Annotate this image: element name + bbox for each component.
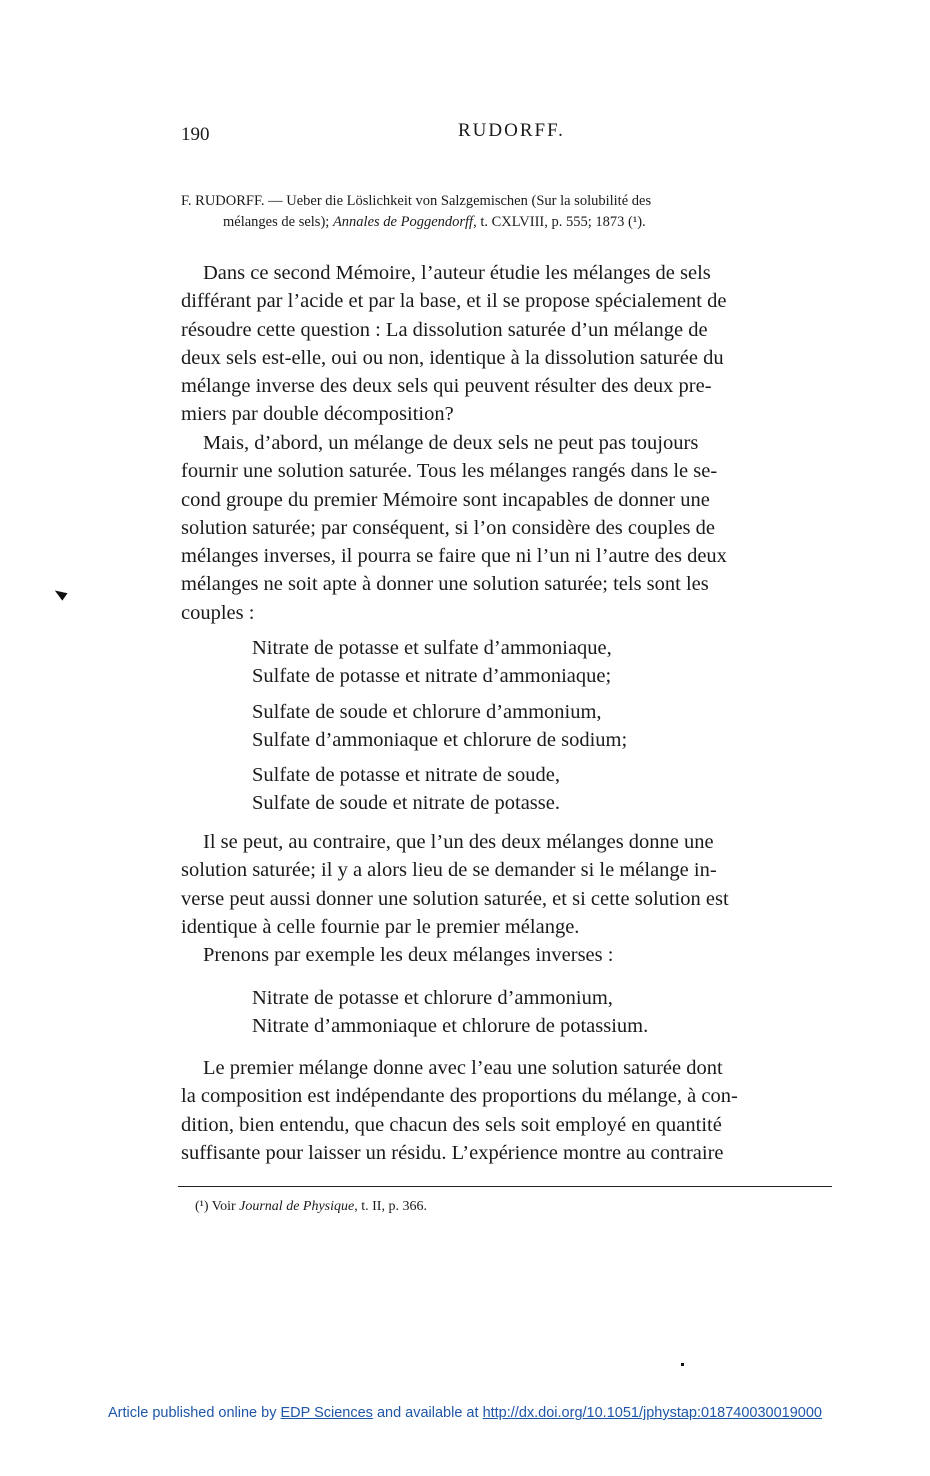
- paragraph-line: cond groupe du premier Mémoire sont incapables de donner une: [181, 488, 710, 511]
- paragraph-line: résoudre cette question : La dissolution saturée d’un mélange de: [181, 318, 708, 341]
- paragraph-line: fournir une solution saturée. Tous les mélanges rangés dans le se-: [181, 460, 718, 483]
- list-item: Nitrate de potasse et sulfate d’ammoniaque,: [252, 637, 612, 659]
- list-item: Sulfate d’ammoniaque et chlorure de sodium;: [252, 729, 628, 752]
- paragraph-line: suffisante pour laisser un résidu. L’expérience montre au contraire: [181, 1141, 724, 1164]
- list-item: Nitrate d’ammoniaque et chlorure de potassium.: [252, 1015, 649, 1038]
- bibliographic-reference: [181, 191, 841, 233]
- reference-details: , t. CXLVIII, p. 555; 1873 (¹).: [473, 214, 646, 230]
- reference-title-cont: mélanges de sels);: [223, 214, 333, 230]
- paragraph-line: la composition est indépendante des proportions du mélange, à con-: [181, 1085, 738, 1108]
- paragraph-5: [181, 1054, 839, 1167]
- paragraph-4: [181, 941, 839, 969]
- paragraph-line: couples :: [181, 601, 255, 624]
- reference-author: F. RUDORFF. —: [181, 193, 287, 209]
- running-head: RUDORFF.: [458, 120, 565, 141]
- salt-pairs-list-1: [252, 634, 612, 691]
- footnote-journal: Journal de Physique: [239, 1199, 355, 1214]
- paragraph-line: identique à celle fournie par le premier mélange.: [181, 915, 580, 938]
- paragraph-line: Prenons par exemple les deux mélanges inverses :: [203, 944, 614, 966]
- paragraph-3: [181, 828, 839, 941]
- footer-middle: and available at: [372, 1405, 483, 1421]
- paragraph-line: mélanges inverses, il pourra se faire que ni l’un ni l’autre des deux: [181, 545, 727, 568]
- paragraph-line: Il se peut, au contraire, que l’un des deux mélanges donne une: [203, 831, 714, 853]
- paragraph-line: verse peut aussi donner une solution saturée, et si cette solution est: [181, 887, 729, 910]
- paragraph-line: solution saturée; par conséquent, si l’on considère des couples de: [181, 516, 715, 539]
- footnote-details: , t. II, p. 366.: [354, 1199, 427, 1214]
- inverse-mixtures-list: [252, 984, 648, 1041]
- footer-prefix: Article published online by: [108, 1405, 281, 1421]
- paragraph-line: miers par double décomposition?: [181, 403, 454, 426]
- list-item: Sulfate de potasse et nitrate de soude,: [252, 764, 560, 786]
- paragraph-line: deux sels est-elle, oui ou non, identique à la dissolution saturée du: [181, 346, 724, 369]
- paragraph-2: [181, 429, 839, 627]
- footnote-marker: (¹) Voir: [195, 1199, 240, 1214]
- page-number: 190: [181, 124, 210, 145]
- salt-pairs-list-3: [252, 761, 560, 818]
- salt-pairs-list-2: [252, 698, 627, 755]
- reference-journal: Annales de Poggendorff: [332, 214, 474, 230]
- paragraph-line: mélanges ne soit apte à donner une solution saturée; tels sont les: [181, 573, 709, 596]
- paragraph-line: différant par l’acide et par la base, et il se propose spécialement de: [181, 290, 727, 313]
- stray-dot: [681, 1363, 684, 1366]
- paragraph-line: solution saturée; il y a alors lieu de se demander si le mélange in-: [181, 859, 717, 882]
- list-item: Sulfate de soude et nitrate de potasse.: [252, 792, 560, 815]
- paragraph-1: [181, 259, 839, 429]
- paragraph-line: Mais, d’abord, un mélange de deux sels ne peut pas toujours: [203, 432, 699, 454]
- paragraph-line: Dans ce second Mémoire, l’auteur étudie les mélanges de sels: [203, 262, 711, 284]
- list-item: Nitrate de potasse et chlorure d’ammonium,: [252, 987, 613, 1009]
- margin-arrow-icon: [53, 586, 68, 600]
- paragraph-line: dition, bien entendu, que chacun des sels soit employé en quantité: [181, 1113, 722, 1136]
- publication-footer: [0, 1405, 930, 1421]
- list-item: Sulfate de potasse et nitrate d’ammoniaque;: [252, 665, 612, 688]
- paragraph-line: Le premier mélange donne avec l’eau une solution saturée dont: [203, 1057, 723, 1079]
- doi-link[interactable]: http://dx.doi.org/10.1051/jphystap:018740030019000: [482, 1405, 822, 1421]
- footnote-divider: [178, 1186, 832, 1187]
- reference-title: Ueber die Löslichkeit von Salzgemischen (Sur la solubilité des: [286, 193, 652, 209]
- footnote: [195, 1199, 427, 1215]
- list-item: Sulfate de soude et chlorure d’ammonium,: [252, 701, 602, 723]
- publisher-link[interactable]: EDP Sciences: [280, 1405, 373, 1421]
- paragraph-line: mélange inverse des deux sels qui peuvent résulter des deux pre-: [181, 375, 712, 398]
